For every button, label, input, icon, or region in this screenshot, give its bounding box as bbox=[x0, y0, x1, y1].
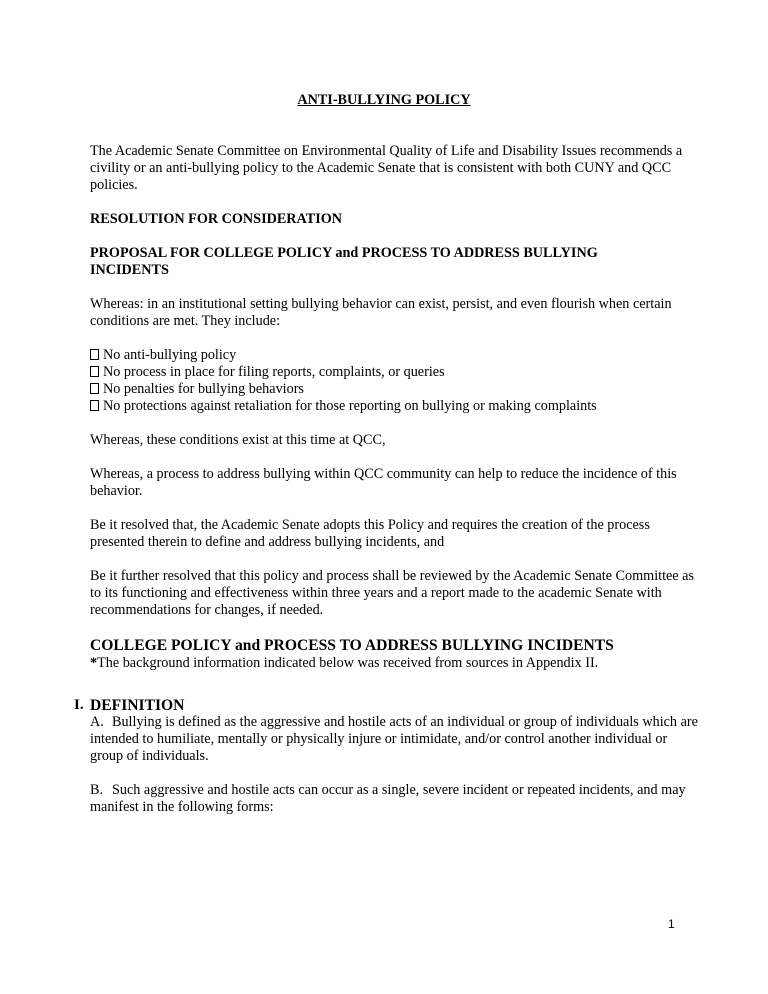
definition-b-text: Such aggressive and hostile acts can occur as a single, severe incident or repeated incidents, and may manifest in the following forms: bbox=[90, 782, 686, 815]
proposal-heading: PROPOSAL FOR COLLEGE POLICY and PROCESS TO ADDRESS BULLYING INCIDENTS bbox=[90, 245, 598, 278]
whereas-exist-paragraph: Whereas, these conditions exist at this time at QCC, bbox=[90, 432, 386, 448]
condition-text: No process in place for filing reports, complaints, or queries bbox=[103, 364, 445, 380]
document-title: ANTI-BULLYING POLICY bbox=[297, 92, 471, 108]
further-resolved-paragraph: Be it further resolved that this policy and process shall be reviewed by the Academic Senate Committee as to its functioning and effectiveness within three years and a report made to the academic Senate with recommendations for changes, if needed. bbox=[90, 568, 694, 618]
page-number: 1 bbox=[668, 917, 675, 931]
asterisk-marker: * bbox=[90, 655, 98, 671]
policy-heading: COLLEGE POLICY and PROCESS TO ADDRESS BULLYING INCIDENTS bbox=[90, 637, 614, 654]
intro-paragraph: The Academic Senate Committee on Environmental Quality of Life and Disability Issues recommends a civility or an anti-bullying policy to the Academic Senate that is consistent with both CUNY and QCC policies. bbox=[90, 143, 683, 193]
list-item bbox=[90, 381, 700, 398]
list-item bbox=[90, 398, 700, 415]
condition-text: No penalties for bullying behaviors bbox=[103, 381, 304, 397]
whereas-process-paragraph: Whereas, a process to address bullying within QCC community can help to reduce the incidence of this behavior. bbox=[90, 466, 677, 499]
resolution-heading: RESOLUTION FOR CONSIDERATION bbox=[90, 211, 343, 227]
background-note bbox=[90, 655, 700, 672]
section-heading-definition: DEFINITION bbox=[90, 697, 185, 714]
background-note-text: The background information indicated below was received from sources in Appendix II. bbox=[97, 655, 599, 671]
list-item bbox=[90, 347, 700, 364]
definition-a-paragraph bbox=[90, 714, 700, 765]
definition-a-text: Bullying is defined as the aggressive and hostile acts of an individual or group of individuals which are intended to humiliate, mentally or physically injure or intimidate, and/or control another individual or group of individuals. bbox=[90, 714, 698, 764]
item-label: A. bbox=[90, 714, 104, 730]
condition-text: No anti-bullying policy bbox=[103, 347, 237, 363]
missing-glyph-bullet-icon bbox=[90, 349, 99, 360]
missing-glyph-bullet-icon bbox=[90, 400, 99, 411]
item-label: B. bbox=[90, 782, 104, 798]
section-number: I. bbox=[74, 697, 84, 713]
whereas-conditions-paragraph: Whereas: in an institutional setting bullying behavior can exist, persist, and even flourish when certain conditions are met. They include: bbox=[90, 296, 672, 329]
missing-glyph-bullet-icon bbox=[90, 383, 99, 394]
resolved-paragraph: Be it resolved that, the Academic Senate adopts this Policy and requires the creation of the process presented therein to define and address bullying incidents, and bbox=[90, 517, 650, 550]
conditions-list bbox=[90, 347, 700, 415]
condition-text: No protections against retaliation for those reporting on bullying or making complaints bbox=[103, 398, 597, 414]
list-item bbox=[90, 364, 700, 381]
definition-b-paragraph bbox=[90, 782, 700, 816]
missing-glyph-bullet-icon bbox=[90, 366, 99, 377]
